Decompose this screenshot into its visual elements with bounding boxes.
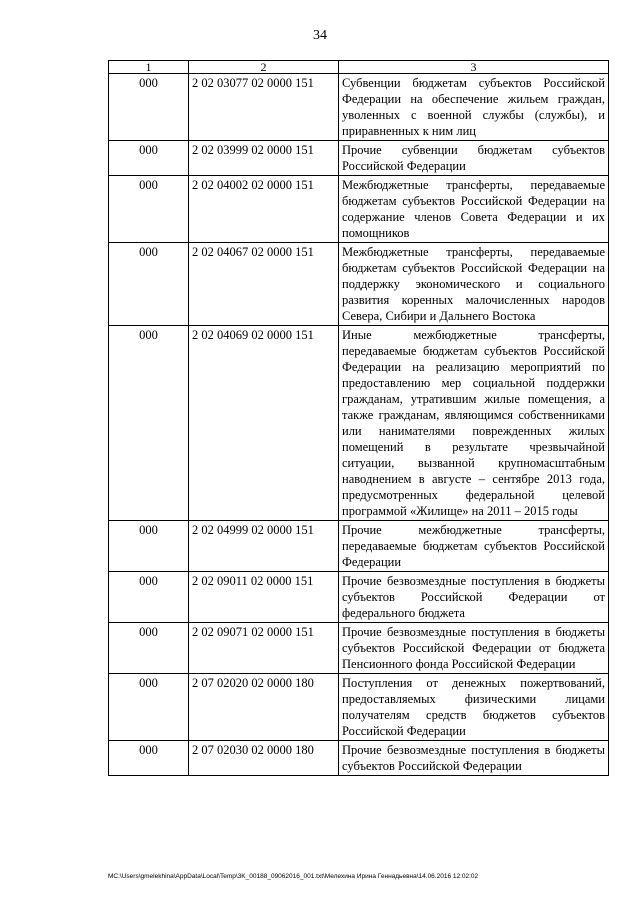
table-row [109,572,609,623]
admin-code-cell: 000 [109,326,189,521]
table-header-row [109,61,609,74]
income-name-cell: Прочие субвенции бюджетам субъектов Российской Федерации [339,141,609,176]
table-row [109,674,609,741]
budget-code-cell: 2 02 03999 02 0000 151 [189,141,339,176]
table-row [109,176,609,243]
admin-code-cell: 000 [109,623,189,674]
income-name-cell: Прочие безвозмездные поступления в бюджеты субъектов Российской Федерации от бюджета Пенсионного фонда Российской Федерации [339,623,609,674]
income-name-cell: Поступления от денежных пожертвований, предоставляемых физическими лицами получателям средств бюджетов субъектов Российской Федерации [339,674,609,741]
income-name-cell: Субвенции бюджетам субъектов Российской Федерации на обеспечение жильем граждан, уволенных с военной службы (службы), и приравненных к ним лиц [339,74,609,141]
admin-code-cell: 000 [109,141,189,176]
budget-code-cell: 2 02 09011 02 0000 151 [189,572,339,623]
budget-code-cell: 2 02 03077 02 0000 151 [189,74,339,141]
table-row [109,623,609,674]
budget-code-cell: 2 02 09071 02 0000 151 [189,623,339,674]
table-row [109,243,609,326]
table-row [109,141,609,176]
column-header-2: 2 [189,61,339,74]
budget-code-cell: 2 02 04999 02 0000 151 [189,521,339,572]
admin-code-cell: 000 [109,521,189,572]
budget-code-cell: 2 02 04069 02 0000 151 [189,326,339,521]
income-name-cell: Прочие межбюджетные трансферты, передаваемые бюджетам субъектов Российской Федерации [339,521,609,572]
budget-classification-table [108,60,609,776]
admin-code-cell: 000 [109,74,189,141]
admin-code-cell: 000 [109,243,189,326]
table-row [109,741,609,776]
table-row [109,521,609,572]
table-row [109,326,609,521]
admin-code-cell: 000 [109,741,189,776]
admin-code-cell: 000 [109,176,189,243]
admin-code-cell: 000 [109,674,189,741]
table-row [109,74,609,141]
column-header-3: 3 [339,61,609,74]
admin-code-cell: 000 [109,572,189,623]
income-name-cell: Межбюджетные трансферты, передаваемые бюджетам субъектов Российской Федерации на поддержку экономического и социального развития коренных малочисленных народов Севера, Сибири и Дальнего Востока [339,243,609,326]
income-name-cell: Межбюджетные трансферты, передаваемые бюджетам субъектов Российской Федерации на содержание членов Совета Федерации и их помощников [339,176,609,243]
page-number: 34 [313,28,327,43]
budget-code-cell: 2 02 04002 02 0000 151 [189,176,339,243]
income-name-cell: Иные межбюджетные трансферты, передаваемые бюджетам субъектов Российской Федерации на реализацию мероприятий по предоставлению мер социальной поддержки гражданам, утратившим жилые помещения, а также гражданам, являющимся собственниками или нанимателями поврежденных жилых помещений в результате чрезвычайной ситуации, вызванной крупномасштабным наводнением в августе – сентябре 2013 года, предусмотренных федеральной целевой программой «Жилище» на 2011 – 2015 годы [339,326,609,521]
document-footer-path: MC:\Users\gmelekhina\AppData\Local\Temp\3K_00188_09062016_001.txt\Мелехина Ирина Геннадьевна\14.06.2016 12:02:02 [108,873,479,880]
income-name-cell: Прочие безвозмездные поступления в бюджеты субъектов Российской Федерации [339,741,609,776]
budget-code-cell: 2 07 02030 02 0000 180 [189,741,339,776]
column-header-1: 1 [109,61,189,74]
income-name-cell: Прочие безвозмездные поступления в бюджеты субъектов Российской Федерации от федерального бюджета [339,572,609,623]
budget-code-cell: 2 02 04067 02 0000 151 [189,243,339,326]
budget-code-cell: 2 07 02020 02 0000 180 [189,674,339,741]
